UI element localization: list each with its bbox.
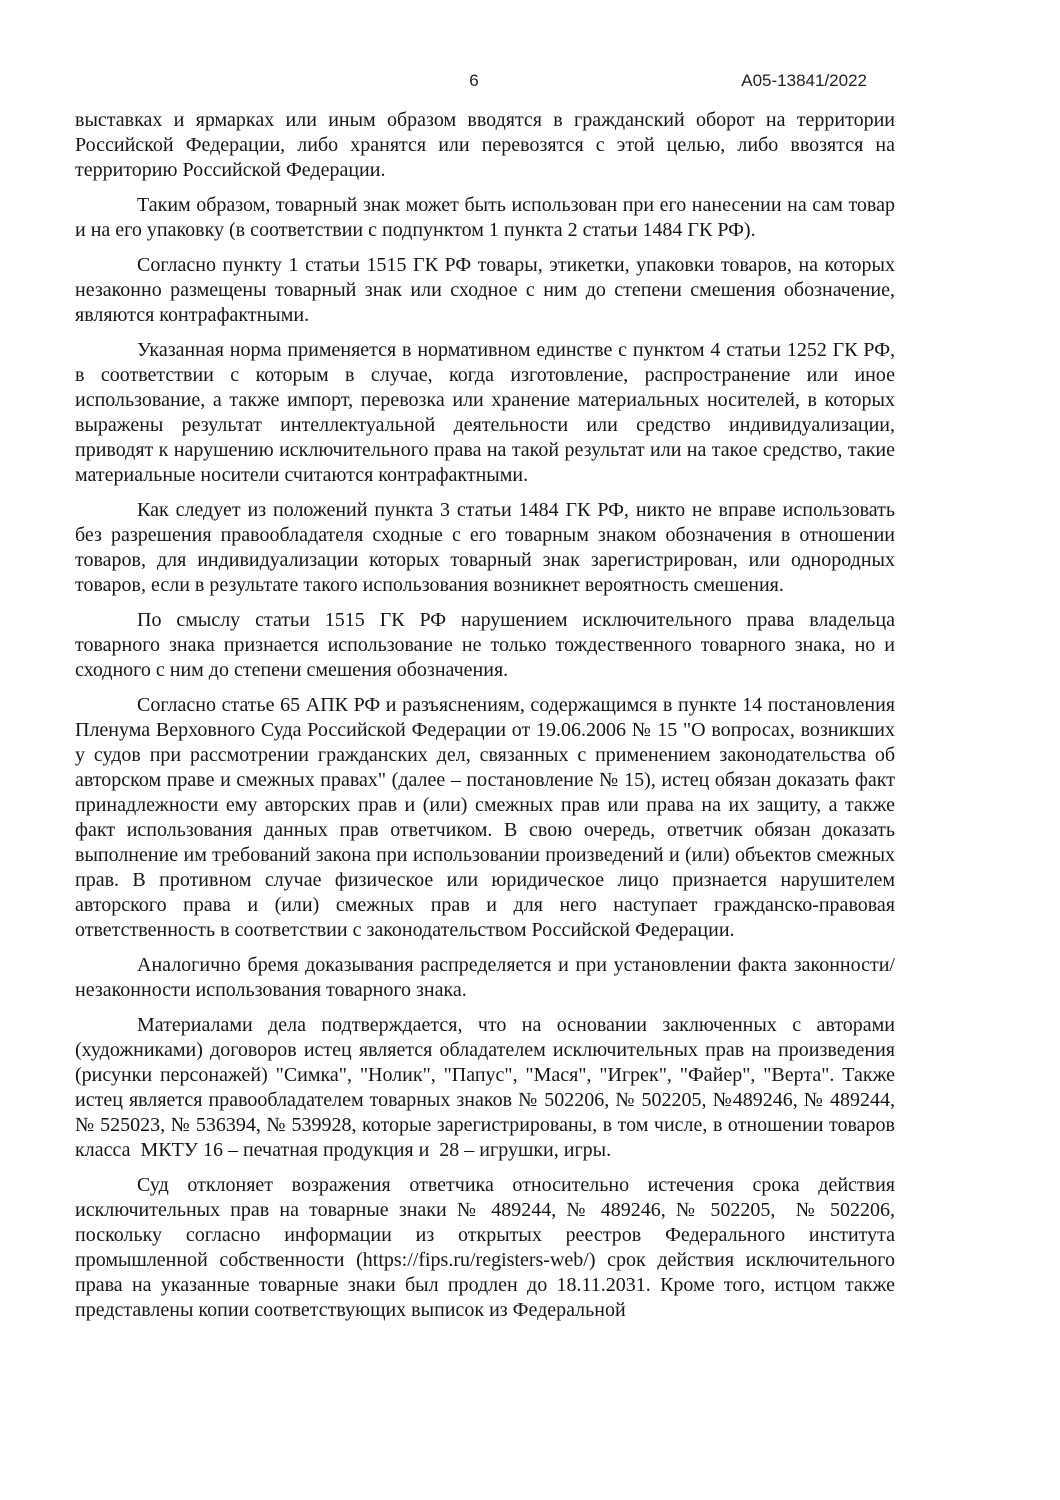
paragraph: Аналогично бремя доказывания распределяется и при установлении факта законности/незаконности использования товарного знака. <box>75 954 895 1001</box>
document-body <box>75 108 895 1333</box>
page-header <box>0 71 1060 95</box>
paragraph: Как следует из положений пункта 3 статьи 1484 ГК РФ, никто не вправе использовать без разрешения правообладателя сходные с его товарным знаком обозначения в отношении товаров, для индивидуализации которых товарный знак зарегистрирован, или однородных товаров, если в результате такого использования возникнет вероятность смешения. <box>75 499 895 596</box>
paragraph: Указанная норма применяется в нормативном единстве с пунктом 4 статьи 1252 ГК РФ, в соответствии с которым в случае, когда изготовление, распространение или иное использование, а также импорт, перевозка или хранение материальных носителей, в которых выражены результат интеллектуальной деятельности или средство индивидуализации, приводят к нарушению исключительного права на такой результат или на такое средство, такие материальные носители считаются контрафактными. <box>75 339 895 486</box>
paragraph: Таким образом, товарный знак может быть использован при его нанесении на сам товар и на его упаковку (в соответствии с подпунктом 1 пункта 2 статьи 1484 ГК РФ). <box>75 194 895 241</box>
paragraph: Согласно пункту 1 статьи 1515 ГК РФ товары, этикетки, упаковки товаров, на которых незаконно размещены товарный знак или сходное с ним до степени смешения обозначение, являются контрафактными. <box>75 254 895 326</box>
paragraph: Согласно статье 65 АПК РФ и разъяснениям, содержащимся в пункте 14 постановления Пленума Верховного Суда Российской Федерации от 19.06.2006 № 15 "О вопросах, возникших у судов при рассмотрении гражданских дел, связанных с применением законодательства об авторском праве и смежных правах" (далее – постановление № 15), истец обязан доказать факт принадлежности ему авторских прав и (или) смежных прав или права на их защиту, а также факт использования данных прав ответчиком. В свою очередь, ответчик обязан доказать выполнение им требований закона при использовании произведений и (или) объектов смежных прав. В противном случае физическое или юридическое лицо признается нарушителем авторского права и (или) смежных прав и для него наступает гражданско-правовая ответственность в соответствии с законодательством Российской Федерации. <box>75 694 895 941</box>
paragraph: выставках и ярмарках или иным образом вводятся в гражданский оборот на территории Российской Федерации, либо хранятся или перевозятся с этой целью, либо ввозятся на территорию Российской Федерации. <box>75 109 895 181</box>
page-number: 6 <box>469 71 479 90</box>
paragraph: Суд отклоняет возражения ответчика относительно истечения срока действия исключительных прав на товарные знаки № 489244, № 489246, № 502205, № 502206, поскольку согласно информации из открытых реестров Федерального института промышленной собственности (https://fips.ru/registers-web/) срок действия исключительного права на указанные товарные знаки был продлен до 18.11.2031. Кроме того, истцом также представлены копии соответствующих выписок из Федеральной <box>75 1174 895 1321</box>
paragraph: По смыслу статьи 1515 ГК РФ нарушением исключительного права владельца товарного знака признается использование не только тождественного товарного знака, но и сходного с ним до степени смешения обозначения. <box>75 609 895 681</box>
case-number: А05-13841/2022 <box>741 71 867 90</box>
paragraph: Материалами дела подтверждается, что на основании заключенных с авторами (художниками) договоров истец является обладателем исключительных прав на произведения (рисунки персонажей) "Симка", "Нолик", "Папус", "Мася", "Игрек", "Файер", "Верта". Также истец является правообладателем товарных знаков № 502206, № 502205, №489246, № 489244, № 525023, № 536394, № 539928, которые зарегистрированы, в том числе, в отношении товаров класса МКТУ 16 – печатная продукция и 28 – игрушки, игры. <box>75 1014 895 1161</box>
